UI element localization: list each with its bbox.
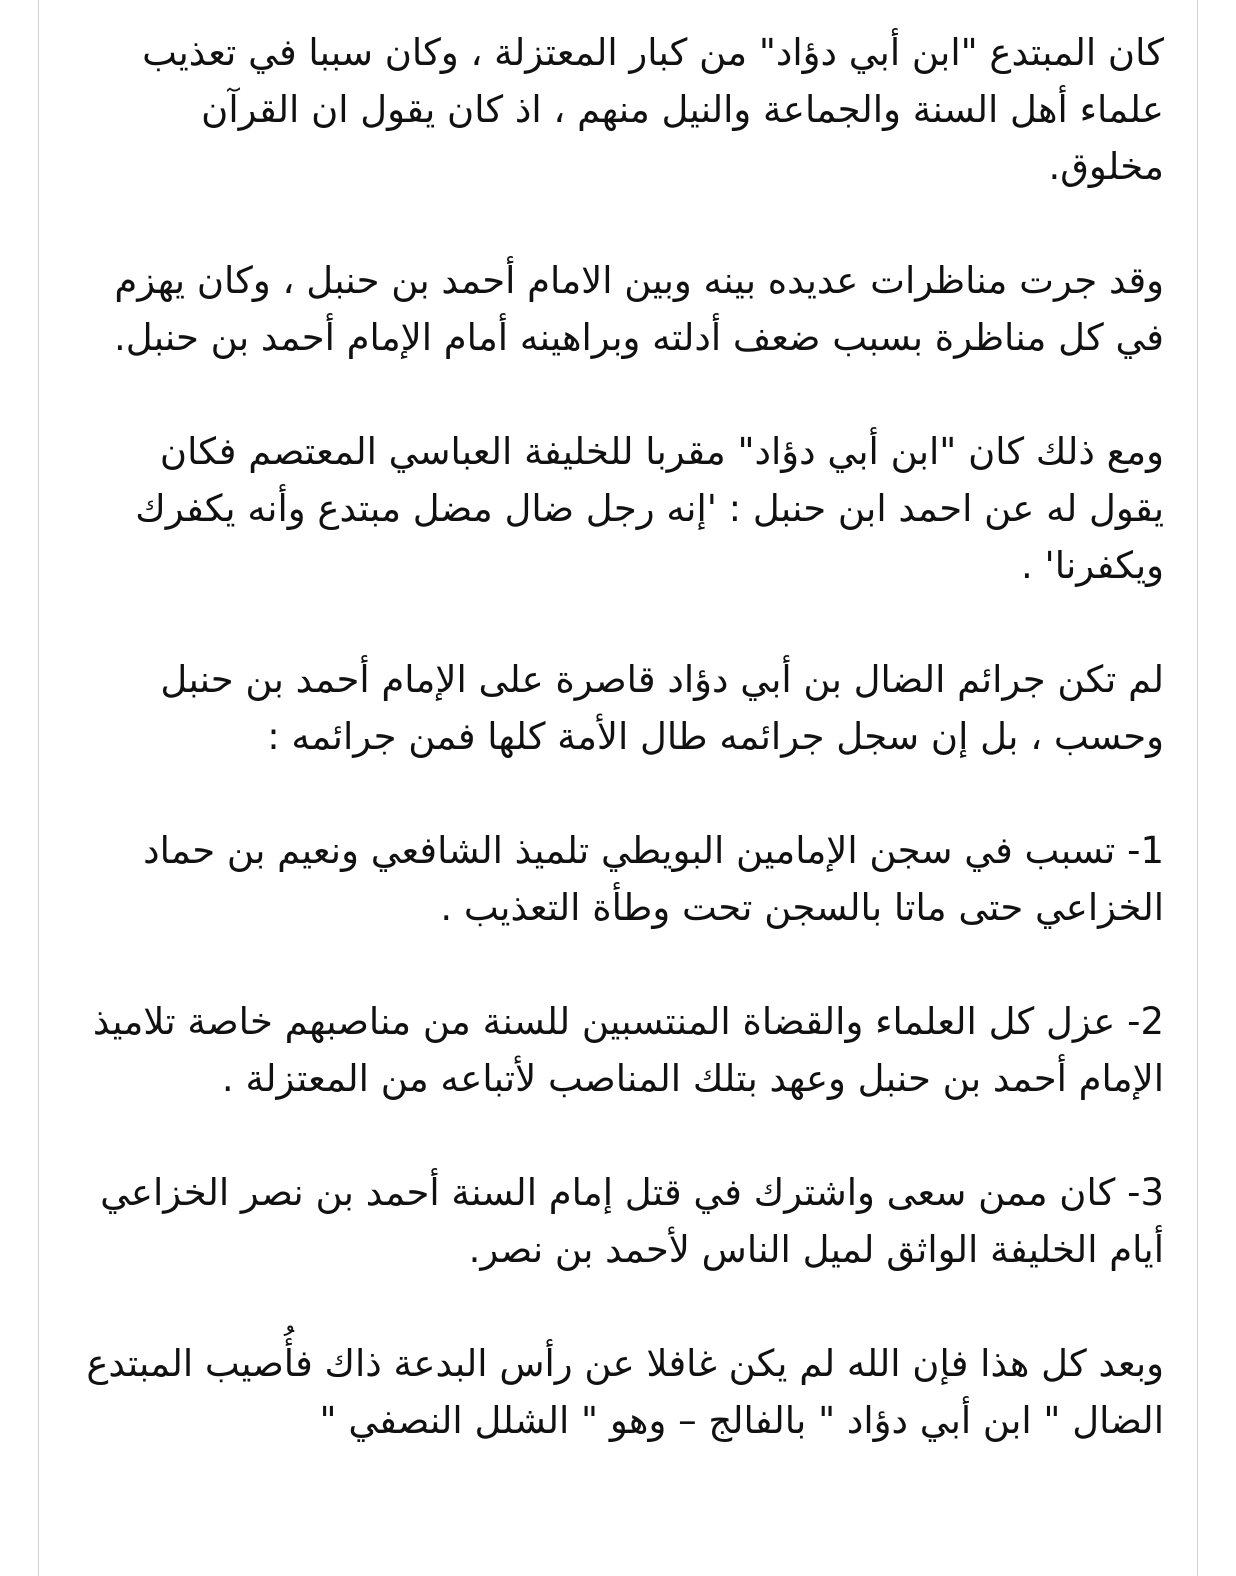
paragraph-caliph: ومع ذلك كان "ابن أبي دؤاد" مقربا للخليفة العباسي المعتصم فكان يقول له عن احمد ابن حنبل : 'إنه رجل ضال مضل مبتدع وأنه يكفرك ويكفرنا' . xyxy=(135,430,1164,587)
paragraph-intro: كان المبتدع "ابن أبي دؤاد" من كبار المعتزلة ، وكان سببا في تعذيب علماء أهل السنة والجماعة والنيل منهم ، اذ كان يقول ان القرآن مخلوق. xyxy=(142,31,1164,188)
list-item-3: 3- كان ممن سعى واشترك في قتل إمام السنة أحمد بن نصر الخزاعي أيام الخليفة الواثق لميل الناس لأحمد بن نصر. xyxy=(100,1171,1164,1271)
paragraph-conclusion: وبعد كل هذا فإن الله لم يكن غافلا عن رأس البدعة ذاك فأُصيب المبتدع الضال " ابن أبي دؤاد " بالفالج – وهو " الشلل النصفي " xyxy=(86,1342,1164,1442)
paragraph-crimes-intro: لم تكن جرائم الضال بن أبي دؤاد قاصرة على الإمام أحمد بن حنبل وحسب ، بل إن سجل جرائمه طال الأمة كلها فمن جرائمه : xyxy=(160,658,1164,758)
list-item-2: 2- عزل كل العلماء والقضاة المنتسبين للسنة من مناصبهم خاصة تلاميذ الإمام أحمد بن حنبل وعهد بتلك المناصب لأتباعه من المعتزلة . xyxy=(92,1000,1164,1100)
list-item-1: 1- تسبب في سجن الإمامين البويطي تلميذ الشافعي ونعيم بن حماد الخزاعي حتى ماتا بالسجن تحت وطأة التعذيب . xyxy=(143,829,1164,929)
paragraph-debates: وقد جرت مناظرات عديده بينه وبين الامام أحمد بن حنبل ، وكان يهزم في كل مناظرة بسبب ضعف أدلته وبراهينه أمام الإمام أحمد بن حنبل. xyxy=(113,259,1164,359)
post-body xyxy=(78,24,1164,1449)
